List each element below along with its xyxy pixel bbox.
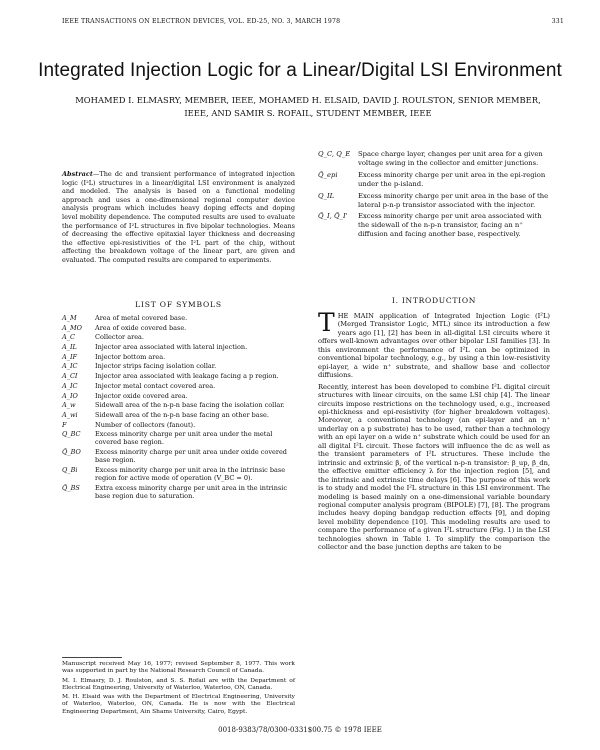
symbol: A_C — [62, 333, 75, 342]
symbol-row — [62, 353, 295, 361]
symbol-row — [62, 430, 295, 446]
abstract — [62, 170, 295, 265]
symbol-row — [62, 392, 295, 400]
symbol-row — [62, 324, 295, 332]
symbol-row — [318, 171, 550, 189]
symbol-row — [62, 401, 295, 409]
abstract-lead: Abstract — [62, 170, 93, 178]
symbol-row — [62, 448, 295, 464]
footnote: M. I. Elmasry, D. J. Roulston, and S. S. Rofail are with the Department of Electrical Engineering, University of Waterloo, Waterloo, ON, Canada. — [62, 677, 295, 691]
symbol-row — [62, 333, 295, 341]
symbol-row — [62, 484, 295, 500]
symbol-row — [318, 192, 550, 210]
footnote-divider — [62, 657, 122, 658]
symbol-row — [62, 466, 295, 482]
symbol-definition: Injector bottom area. — [95, 352, 166, 361]
symbol-definition: Excess minority charge per unit area under the metal covered base region. — [95, 430, 273, 447]
symbol: A_MO — [62, 323, 82, 332]
symbol-definition: Injector area associated with lateral injection. — [95, 343, 248, 352]
author-line: IEEE, AND SAMIR S. ROFAIL, STUDENT MEMBER, IEEE — [184, 108, 432, 118]
author-block — [68, 94, 548, 120]
footnote: Manuscript received May 16, 1977; revised September 8, 1977. This work was supported in part by the National Research Council of Canada. — [62, 661, 295, 675]
footnote: M. H. Elsaid was with the Department of Electrical Engineering, University of Waterloo, Waterloo, ON, Canada. He is now with the Electrical Engineering Department, Ain Shams University, Cairo, Egypt. — [62, 694, 295, 715]
symbol: A_w — [62, 401, 76, 410]
symbol-row — [62, 372, 295, 380]
symbol-row — [62, 411, 295, 419]
symbol-definition: Injector strips facing isolation collar. — [95, 362, 217, 371]
introduction-body — [318, 308, 550, 555]
symbol: Q_C, Q_E — [318, 150, 351, 158]
symbol-definition: Excess minority charge per unit area in the base of the lateral p-n-p transistor associated with the injector. — [358, 191, 549, 209]
symbol-definition: Injector oxide covered area. — [95, 391, 188, 400]
symbol-definition: Excess minority charge per unit area in the epi-region under the p-island. — [358, 170, 546, 188]
copyright-line: 0018-9383/78/0300-0331$00.75 © 1978 IEEE — [218, 726, 382, 734]
symbol-row — [62, 362, 295, 370]
symbol: A_wi — [62, 410, 78, 419]
symbol: A_IC — [62, 362, 78, 371]
author-line: MOHAMED I. ELMASRY, MEMBER, IEEE, MOHAMED H. ELSAID, DAVID J. ROULSTON, SENIOR MEMBER, — [75, 95, 541, 105]
symbol-list-left — [62, 314, 295, 501]
symbol: A_IF — [62, 352, 78, 361]
footnotes — [62, 661, 295, 718]
symbol: A_CI — [62, 372, 78, 381]
intro-paragraph: Recently, interest has been developed to combine I²L digital circuit structures with linear circuits, on the same LSI chip [4]. The linear circuits impose restrictions on the technology used, e.g., increased epi-thickness and epi-resistivity (for higher breakdown voltages). Moreover, a conventional technology (an epi-layer and an n⁺ underlay on a p substrate) has to be used, rather than a technology with an epi layer on a wide n⁺ substrate which could be used for an all digital I²L circuit. These factors will influence the dc as well as the transient parameters of I²L structures. These include the intrinsic and extrinsic β, of the vertical n-p-n transistor: β_up, β_dn, the effective emitter efficiency λ for the injection region [5], and the intrinsic and extrinsic time delays [6]. The purpose of this work is to study and model the I²L structure in this LSI environment. The modeling is based mainly on a one-dimensional variable boundary regional computer analysis program (BIPOLE) [7], [8]. The program includes heavy doping bandgap reduction effects [9], and doping level mobility dependence [10]. This modeling results are used to compare the performance of a given I²L structure (Fig. 1) in the LSI technologies shown in Table I. To simplify the comparison the collector and the base junction depths are taken to be — [318, 382, 550, 552]
abstract-text: —The dc and transient performance of integrated injection logic (I²L) structures in a linear/digital LSI environment is analyzed and modeled. The analysis is based on a functional modeling approach and uses a one-dimensional regional computer device analysis program which includes heavy doping effects and doping level mobility dependence. The computed results are used to evaluate the performance of I²L structures in five bipolar technologies. Means of decreasing the effective epitaxial layer thickness and decreasing the effective epi-resistivities of the I²L part of the chip, without affecting the breakdown voltage of the linear part, are given and evaluated. The computed results are compared to experiments. — [62, 170, 295, 264]
symbol-row — [62, 343, 295, 351]
page-number: 331 — [551, 18, 564, 25]
intro-paragraph-text: HE MAIN application of Integrated Injection Logic (I²L) (Merged Transistor Logic, MTL) since its introduction a few years ago [1], [2] has been in all-digital LSI circuits where it offers well-known advantages over other bipolar LSI families [3]. In this environment the performance of I²L can be optimized in conventional bipolar technology, e.g., by using a thin low-resistivity epi-layer, a wide n⁺ substrate, and shallow base and collector diffusions. — [318, 312, 550, 380]
symbol-row — [62, 421, 295, 429]
symbol-definition: Collector area. — [95, 333, 145, 342]
paper-title: Integrated Injection Logic for a Linear/Digital LSI Environment — [38, 60, 562, 81]
symbol-row — [318, 212, 550, 239]
symbol-definition: Extra excess minority charge per unit area in the intrinsic base region due to saturation. — [95, 483, 287, 500]
symbol: Q̄_I, Q̄_I' — [318, 212, 348, 221]
symbol: A_IC — [62, 381, 78, 390]
symbol-definition: Area of metal covered base. — [95, 314, 188, 322]
symbol-definition: Injector area associated with leakage facing a p region. — [95, 372, 279, 381]
running-header — [0, 18, 600, 30]
intro-paragraph — [318, 308, 550, 380]
symbol: A_IL — [62, 343, 77, 352]
symbol-definition: Excess minority charge per unit area in the intrinsic base region for active mode of operation (V_BC = 0). — [95, 465, 286, 482]
symbols-heading: LIST OF SYMBOLS — [135, 300, 222, 309]
journal-line: IEEE TRANSACTIONS ON ELECTRON DEVICES, VOL. ED-25, NO. 3, MARCH 1978 — [62, 18, 341, 25]
section-heading: I. INTRODUCTION — [391, 296, 477, 305]
symbol-definition: Excess minority charge per unit area under oxide covered base region. — [95, 448, 287, 465]
symbol-row — [318, 150, 550, 168]
symbol: Q̄_BO — [62, 448, 81, 457]
drop-cap: T — [318, 308, 335, 337]
symbol-definition: Excess minority charge per unit area associated with the sidewall of the n-p-n transistor, facing an n⁺ diffusion and facing another base, respectively. — [358, 212, 542, 239]
symbol-row — [62, 314, 295, 322]
symbol-row — [62, 382, 295, 390]
symbol: A_IO — [62, 391, 78, 400]
symbol: F — [62, 420, 67, 429]
symbol-definition: Space charge layer, changes per unit area for a given voltage swing in the collector and emitter junctions. — [358, 150, 543, 167]
symbol-definition: Injector metal contact covered area. — [95, 381, 216, 390]
symbol: Q̄_epi — [318, 170, 338, 179]
symbol-definition: Sidewall area of the n-p-n base facing an other base. — [95, 410, 269, 419]
symbol: Q_BC — [62, 430, 81, 439]
symbol: Q_Bi — [62, 465, 78, 474]
symbol-definition: Number of collectors (fanout). — [95, 420, 196, 429]
symbol-list-right — [318, 150, 550, 242]
symbol: Q_IL — [318, 191, 335, 200]
symbol-definition: Area of oxide covered base. — [95, 323, 187, 332]
symbol: A_M — [62, 314, 77, 322]
symbol-definition: Sidewall area of the n-p-n base facing the isolation collar. — [95, 401, 285, 410]
symbol: Q̄_BS — [62, 483, 80, 492]
